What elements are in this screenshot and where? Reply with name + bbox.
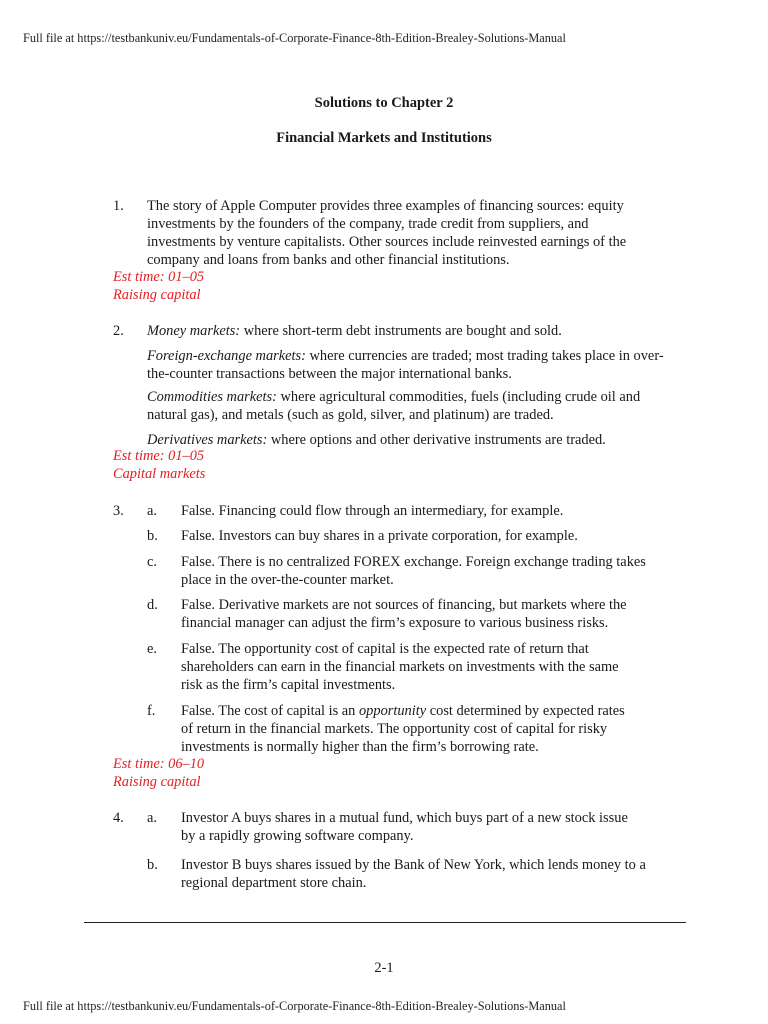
question-number: 3. — [113, 503, 124, 519]
topic-note: Capital markets — [113, 466, 206, 482]
sub-item-text: False. The opportunity cost of capital is the expected rate of return that — [181, 641, 589, 657]
sub-item-text: False. There is no centralized FOREX exchange. Foreign exchange trading takes — [181, 554, 646, 570]
est-time-note: Est time: 01–05 — [113, 448, 205, 464]
question-number: 1. — [113, 198, 124, 214]
chapter-subtitle: Financial Markets and Institutions — [276, 130, 492, 146]
sub-item-text: place in the over-the-counter market. — [181, 572, 394, 588]
sub-item-text: Investor B buys shares issued by the Bank of New York, which lends money to a — [181, 857, 646, 873]
answer-line: the-counter transactions between the major international banks. — [147, 366, 512, 382]
definition-money-markets — [147, 322, 692, 340]
definition-commodities-markets — [147, 388, 692, 406]
definition: where agricultural commodities, fuels (including crude oil and — [276, 389, 641, 405]
sub-item-text: False. Investors can buy shares in a private corporation, for example. — [181, 528, 578, 544]
sub-item-text: Investor A buys shares in a mutual fund, which buys part of a new stock issue — [181, 810, 628, 826]
est-time-note: Est time: 06–10 — [113, 756, 205, 772]
sub-item-text: investments is normally higher than the firm’s borrowing rate. — [181, 739, 539, 755]
answer-line: The story of Apple Computer provides three examples of financing sources: equity — [147, 198, 624, 214]
term: Foreign-exchange markets: — [147, 348, 306, 364]
answer-line: investments by venture capitalists. Other sources include reinvested earnings of the — [147, 234, 627, 250]
sub-item-text: regional department store chain. — [181, 875, 367, 891]
sub-item-letter: f. — [147, 703, 156, 719]
text-run: cost determined by expected rates — [426, 703, 625, 719]
footer-divider — [84, 922, 686, 923]
question-number: 4. — [113, 810, 124, 826]
sub-item-text: financial manager can adjust the firm’s exposure to various business risks. — [181, 615, 609, 631]
sub-item-text: by a rapidly growing software company. — [181, 828, 414, 844]
topic-note: Raising capital — [113, 287, 201, 303]
sub-item-letter: d. — [147, 597, 158, 613]
term: Money markets: — [147, 323, 241, 339]
answer-line: investments by the founders of the company, trade credit from suppliers, and — [147, 216, 589, 232]
definition: where options and other derivative instruments are traded. — [267, 432, 606, 448]
sub-item-letter: b. — [147, 528, 158, 544]
sub-item-text: False. Financing could flow through an intermediary, for example. — [181, 503, 564, 519]
sub-item-letter: a. — [147, 810, 157, 826]
answer-line: natural gas), and metals (such as gold, silver, and platinum) are traded. — [147, 407, 554, 423]
chapter-title: Solutions to Chapter 2 — [314, 95, 454, 111]
definition: where short-term debt instruments are bought and sold. — [240, 323, 562, 339]
sub-item-letter: e. — [147, 641, 157, 657]
definition: where currencies are traded; most trading takes place in over- — [305, 348, 664, 364]
text-run: False. The cost of capital is an — [181, 703, 359, 719]
sub-item-text: False. Derivative markets are not sources of financing, but markets where the — [181, 597, 627, 613]
sub-item-text: shareholders can earn in the financial markets on investments with the same — [181, 659, 619, 675]
definition-derivatives-markets — [147, 431, 692, 449]
term: Derivatives markets: — [147, 432, 268, 448]
topic-note: Raising capital — [113, 774, 201, 790]
definition-fx-markets — [147, 347, 692, 365]
answer-line: company and loans from banks and other financial institutions. — [147, 252, 510, 268]
sub-item-text: of return in the financial markets. The opportunity cost of capital for risky — [181, 721, 608, 737]
sub-item-text — [181, 702, 681, 720]
page-number: 2-1 — [374, 960, 394, 976]
header-url-text: Full file at https://testbankuniv.eu/Fundamentals-of-Corporate-Finance-8th-Edition-Brealey-Solutions-Manual — [23, 31, 566, 45]
question-number: 2. — [113, 323, 124, 339]
sub-item-text: risk as the firm’s capital investments. — [181, 677, 396, 693]
emphasis-term: opportunity — [358, 703, 427, 719]
sub-item-letter: a. — [147, 503, 157, 519]
footer-url-text: Full file at https://testbankuniv.eu/Fundamentals-of-Corporate-Finance-8th-Edition-Brealey-Solutions-Manual — [23, 999, 566, 1013]
term: Commodities markets: — [147, 389, 277, 405]
sub-item-letter: c. — [147, 554, 157, 570]
est-time-note: Est time: 01–05 — [113, 269, 205, 285]
sub-item-letter: b. — [147, 857, 158, 873]
